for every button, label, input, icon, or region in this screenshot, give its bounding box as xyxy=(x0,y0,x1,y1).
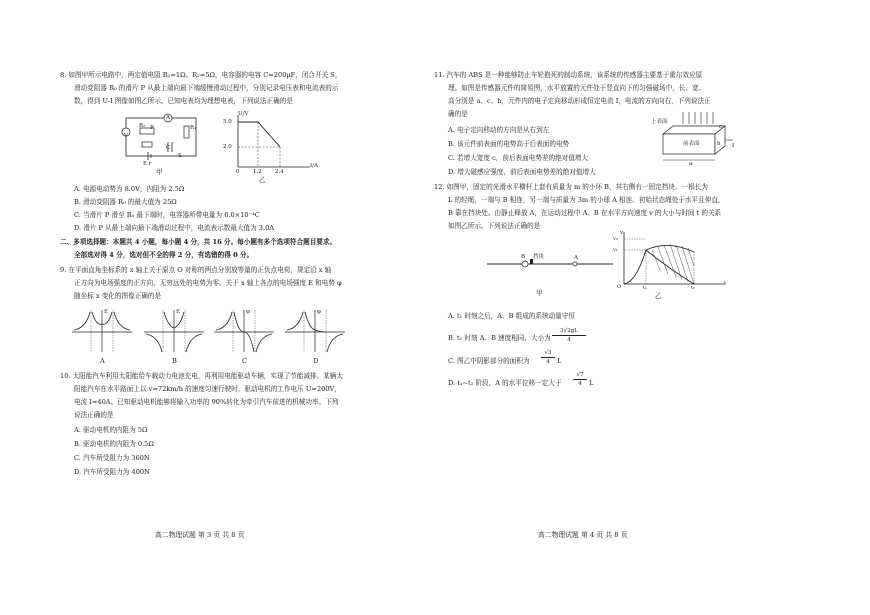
q12-fig1-caption: 甲 xyxy=(536,289,543,297)
q8-graph-x0: 0 xyxy=(236,169,240,175)
q9-graph-c-axis: φ xyxy=(246,309,250,315)
q8-circuit-label-r1: R₁ xyxy=(190,125,197,131)
q12-option-c-suffix: L xyxy=(557,357,562,365)
q11-stem-line-3: 高分别是 a、c、h，元件内的电子定向移动形成恒定电流 I，电流的方向向右，下列说法正 xyxy=(448,97,711,105)
q8-circuit-diagram xyxy=(118,112,208,172)
q8-circuit-label-s: S xyxy=(178,153,182,159)
q9-graph-b xyxy=(142,308,206,354)
q9-graph-b-axis: E xyxy=(176,309,181,315)
q10-option-b: B. 驱动电机的内阻为 0.5Ω xyxy=(74,440,154,448)
q12-option-d-denominator: 4 xyxy=(578,381,582,387)
q12-fig1-label-block: 挡块 xyxy=(533,254,545,260)
q11-stem-line-4: 确的是 xyxy=(448,110,468,118)
q8-graph-y1: 5.0 xyxy=(223,119,232,125)
q9-graph-a xyxy=(70,308,134,354)
q10-stem-line-3: 电流 I=40A。已知驱动电机能够将输入功率的 90%转化为牵引汽车前进的机械功率。下列 xyxy=(74,398,339,406)
section2-heading-line-1: 二、多项选择题：本题共 4 小题，每小题 4 分，共 16 分。每小题有多个选项符合题目要求。 xyxy=(60,238,337,246)
q10-stem-line-2: 阳能汽车在水平路面上以 v=72km/h 的速度匀速行驶时，驱动电机的工作电压 U=200V， xyxy=(74,385,341,393)
q8-stem-line-3: 数，得到 U-I 图像如图乙所示。已知电表均为理想电表，下列说法正确的是 xyxy=(74,97,293,105)
q12-fig1-label-a: A xyxy=(574,255,578,261)
q12-stem-line-3: B 靠在挡块处。由静止释放 A，在运动过程中 A、B 在水平方向速度 v 的大小与时间 t 的关系 xyxy=(448,209,722,217)
q8-circuit-label-a: A xyxy=(166,115,170,121)
q9-graph-d-letter: D xyxy=(313,357,319,365)
q8-circuit-label-c: C xyxy=(166,145,171,151)
q9-graph-d xyxy=(283,308,347,354)
q8-graph-ylabel: U/V xyxy=(238,111,249,117)
q8-circuit-label-e: E r xyxy=(143,161,152,167)
q12-option-d-suffix: L xyxy=(589,379,594,387)
q8-ui-graph xyxy=(232,113,312,173)
q12-option-c: C. 图乙中阴影部分的面积为 xyxy=(448,357,530,365)
q12-fig1-label-b: B xyxy=(521,254,526,260)
right-page-footer: 高二物理试题 第 4 页 共 8 页 xyxy=(538,531,628,539)
left-page-footer: 高二物理试题 第 3 页 共 8 页 xyxy=(155,531,245,539)
q8-option-c: C. 当滑片 P 滑至 R₀ 最下端时，电容器所带电量为 6.0×10⁻⁴C xyxy=(74,211,260,219)
section2-heading-line-2: 全部选对得 4 分，选对但不全的得 2 分，有选错的得 0 分。 xyxy=(74,251,254,259)
q8-graph-y2: 2.0 xyxy=(223,144,232,150)
q9-graph-a-axis: E xyxy=(104,309,109,315)
q12-fig2-label-v2: v₂ xyxy=(613,236,618,242)
q12-option-b-denominator: 4 xyxy=(567,337,571,343)
q8-circuit-label-r2: R₂ xyxy=(139,123,146,129)
q9-stem-line-2: 正方向为电场强度的正方向，无穷远处的电势为零。关于 x 轴上各点的电场强度 E 和电势 φ xyxy=(74,279,342,287)
q12-fig2-label-t2: t₂ xyxy=(691,285,696,291)
q8-option-d: D. 滑片 P 从最上端向最下端滑动过程中，电流表示数最大值为 3.0A xyxy=(74,224,275,232)
q8-graph-x2: 2.4 xyxy=(275,169,284,175)
q11-stem-line-2: 理。如图是传感器元件的简易图，水平放置的元件处于竖直向下的匀强磁场中，长、宽、 xyxy=(448,84,706,92)
q11-stem-line-1: 11. 汽车的 ABS 是一种能够防止车轮抱死的制动系统，该系统的传感器主要基于霍尔效应原 xyxy=(434,71,703,79)
q11-option-d: D. 增大磁感应强度，前后表面电势差的绝对值增大 xyxy=(448,168,596,176)
q8-circuit-label-p: P xyxy=(150,125,154,131)
q12-fig2-label-t1: t₁ xyxy=(643,285,648,291)
q8-circuit-caption: 甲 xyxy=(156,168,163,176)
q12-stem-line-2: L 的轻绳，一端与 B 相连，另一端与质量为 3m 的小球 A 相连。初始状态绳处于水平且伸直， xyxy=(448,196,725,204)
q11-label-h: h xyxy=(717,141,721,147)
q12-fig2-caption: 乙 xyxy=(655,292,662,300)
q11-label-current: I xyxy=(732,143,735,149)
q8-graph-x1: 1.2 xyxy=(253,169,262,175)
q11-option-c: C. 若增大宽度 c，前后表面电势差的绝对值增大 xyxy=(448,154,589,162)
q8-option-b: B. 滑动变阻器 R₀ 的最大值为 25Ω xyxy=(74,198,177,206)
q12-option-c-numerator: √3 xyxy=(541,350,555,358)
q12-fig2-label-t: t xyxy=(724,281,727,287)
q10-stem-line-1: 10. 太阳能汽车利用太阳能给车载动力电池充电，再利用电能驱动车辆，实现了节能减排。某辆太 xyxy=(60,372,343,380)
q11-label-c: c xyxy=(719,124,723,130)
q11-option-b: B. 该元件前表面的电势高于后表面的电势 xyxy=(448,140,570,148)
q12-fig2-label-v: v xyxy=(620,230,624,236)
q10-option-d: D. 汽车所受阻力为 400N xyxy=(74,468,150,476)
q12-option-c-denominator: 4 xyxy=(546,359,550,365)
q12-fig2-label-v1: v₁ xyxy=(613,247,618,253)
q9-graph-c-letter: C xyxy=(242,357,248,365)
q8-graph-caption: 乙 xyxy=(259,176,266,184)
q12-option-b: B. t₁ 时刻 A、B 速度相同，大小为 xyxy=(448,334,551,342)
q9-graph-a-letter: A xyxy=(100,357,105,365)
q11-label-front: 前表面 xyxy=(683,141,700,147)
q12-option-d: D. t₁~t₂ 阶段，A 的水平位移一定大于 xyxy=(448,379,562,387)
q12-vt-graph xyxy=(618,230,726,292)
q12-stem-line-1: 12. 如图甲，固定的光滑水平横杆上套有质量为 m 的小环 B，其右侧有一固定挡块。一根长为 xyxy=(434,183,708,191)
q11-option-a: A. 电子定向移动的方向是从右到左 xyxy=(448,126,550,134)
q9-graph-b-letter: B xyxy=(172,357,177,365)
q10-option-a: A. 驱动电机的内阻为 5Ω xyxy=(74,426,148,434)
q9-stem-line-3: 随坐标 x 变化的图像正确的是 xyxy=(74,292,162,300)
q12-option-b-numerator: 3√2gL xyxy=(552,328,586,336)
q8-stem-line-2: 滑动变阻器 R₀ 的滑片 P 从最上端向最下端缓慢滑动过程中，分别记录电压表和电流表的示 xyxy=(74,84,339,92)
q8-circuit-label-v: V xyxy=(124,133,128,139)
q12-ring-rod-figure xyxy=(485,250,615,280)
q11-label-top: 上表面 xyxy=(651,119,668,125)
q12-option-a: A. t₁ 时刻之后，A、B 组成的系统动量守恒 xyxy=(448,312,575,320)
q10-option-c: C. 汽车所受阻力为 360N xyxy=(74,454,150,462)
q9-stem-line-1: 9. 在平面直角坐标系的 x 轴上关于原点 O 对称的两点分别放等量的正负点电荷，规定沿 x 轴 xyxy=(60,266,332,274)
q12-stem-line-4: 如图乙所示。下列说法正确的是 xyxy=(448,222,541,230)
q10-stem-line-4: 说法正确的是 xyxy=(74,411,114,419)
q8-option-a: A. 电源电动势为 8.0V，内阻为 2.5Ω xyxy=(74,185,185,193)
q9-graph-d-axis: φ xyxy=(317,309,321,315)
q8-stem-line-1: 8. 如图甲所示电路中，两定值电阻 R₁=1Ω、R₂=5Ω，电容器的电容 C=200μF，闭合开关 S， xyxy=(60,71,342,79)
q12-option-d-numerator: √7 xyxy=(573,372,587,380)
q8-graph-xlabel: I/A xyxy=(310,163,318,169)
q12-fig2-label-o: O xyxy=(617,284,622,290)
q9-graph-c xyxy=(212,308,276,354)
q11-label-a: a xyxy=(689,161,693,167)
